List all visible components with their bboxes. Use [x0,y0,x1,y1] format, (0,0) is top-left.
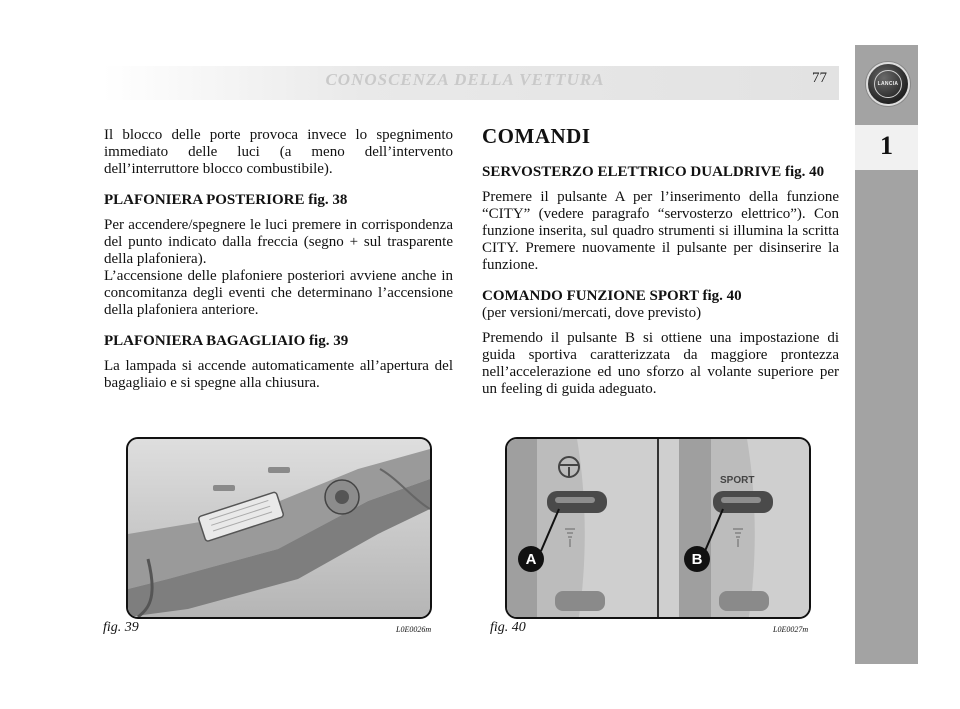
section-heading: PLAFONIERA POSTERIORE fig. 38 [104,192,348,208]
figure-39-code: L0E0026m [396,625,432,634]
label-b: B [691,551,703,568]
figure-40-caption: fig. 40 [490,620,526,635]
right-column [482,124,839,398]
paragraph: Premere il pulsante A per l’inserimento della funzione “CITY” (vedere paragrafo “servosterzo elettrico”). Con funzione inserita, sul quadro strumenti si illumina la scritta CITY. Premere nuovamente il pulsante per disinserire la funzione. [482,189,839,273]
section-heading: COMANDO FUNZIONE SPORT fig. 40 [482,288,742,304]
paragraph: La lampada si accende automaticamente all’apertura del bagagliaio e si spegne alla chiusura. [104,358,453,391]
subheading: (per versioni/mercati, dove previsto) [482,305,702,321]
paragraph: Premendo il pulsante B si ottiene una impostazione di guida sportiva caratterizzata da maggiore prontezza nell’accelerazione ed uno sforzo al volante superiore per un feeling di guida adeguato. [482,330,839,397]
paragraph: L’accensione delle plafoniere posteriori avviene anche in concomitanza degli eventi che determinano l’accensione della plafoniera anteriore. [104,268,453,318]
figure-39-caption: fig. 39 [103,620,139,635]
section-heading: SERVOSTERZO ELETTRICO DUALDRIVE fig. 40 [482,164,825,180]
logo-text: LANCIA [874,70,902,98]
trunk-lamp-illustration [128,439,430,617]
sport-label: SPORT [720,475,755,486]
chapter-number: 1 [880,131,893,160]
label-a: A [525,551,537,568]
figure-40-image [505,437,811,619]
paragraph: Per accendere/spegnere le luci premere in corrispondenza del punto indicato dalla freccia (segno + sul trasparente della plafoniera). [104,217,453,267]
section-title: COMANDI [482,124,591,148]
page-number: 77 [812,70,827,86]
left-column [104,127,453,392]
lancia-logo [866,62,910,106]
figure-39-image [126,437,432,619]
figure-40-code: L0E0027m [773,625,809,634]
intro-paragraph: Il blocco delle porte provoca invece lo spegnimento immediato delle luci (a meno dell’intervento dell’interruttore blocco combustibile). [104,127,453,177]
steering-buttons-illustration [507,439,809,617]
section-heading: PLAFONIERA BAGAGLIAIO fig. 39 [104,333,349,349]
page-header-title: CONOSCENZA DELLA VETTURA [325,70,605,89]
